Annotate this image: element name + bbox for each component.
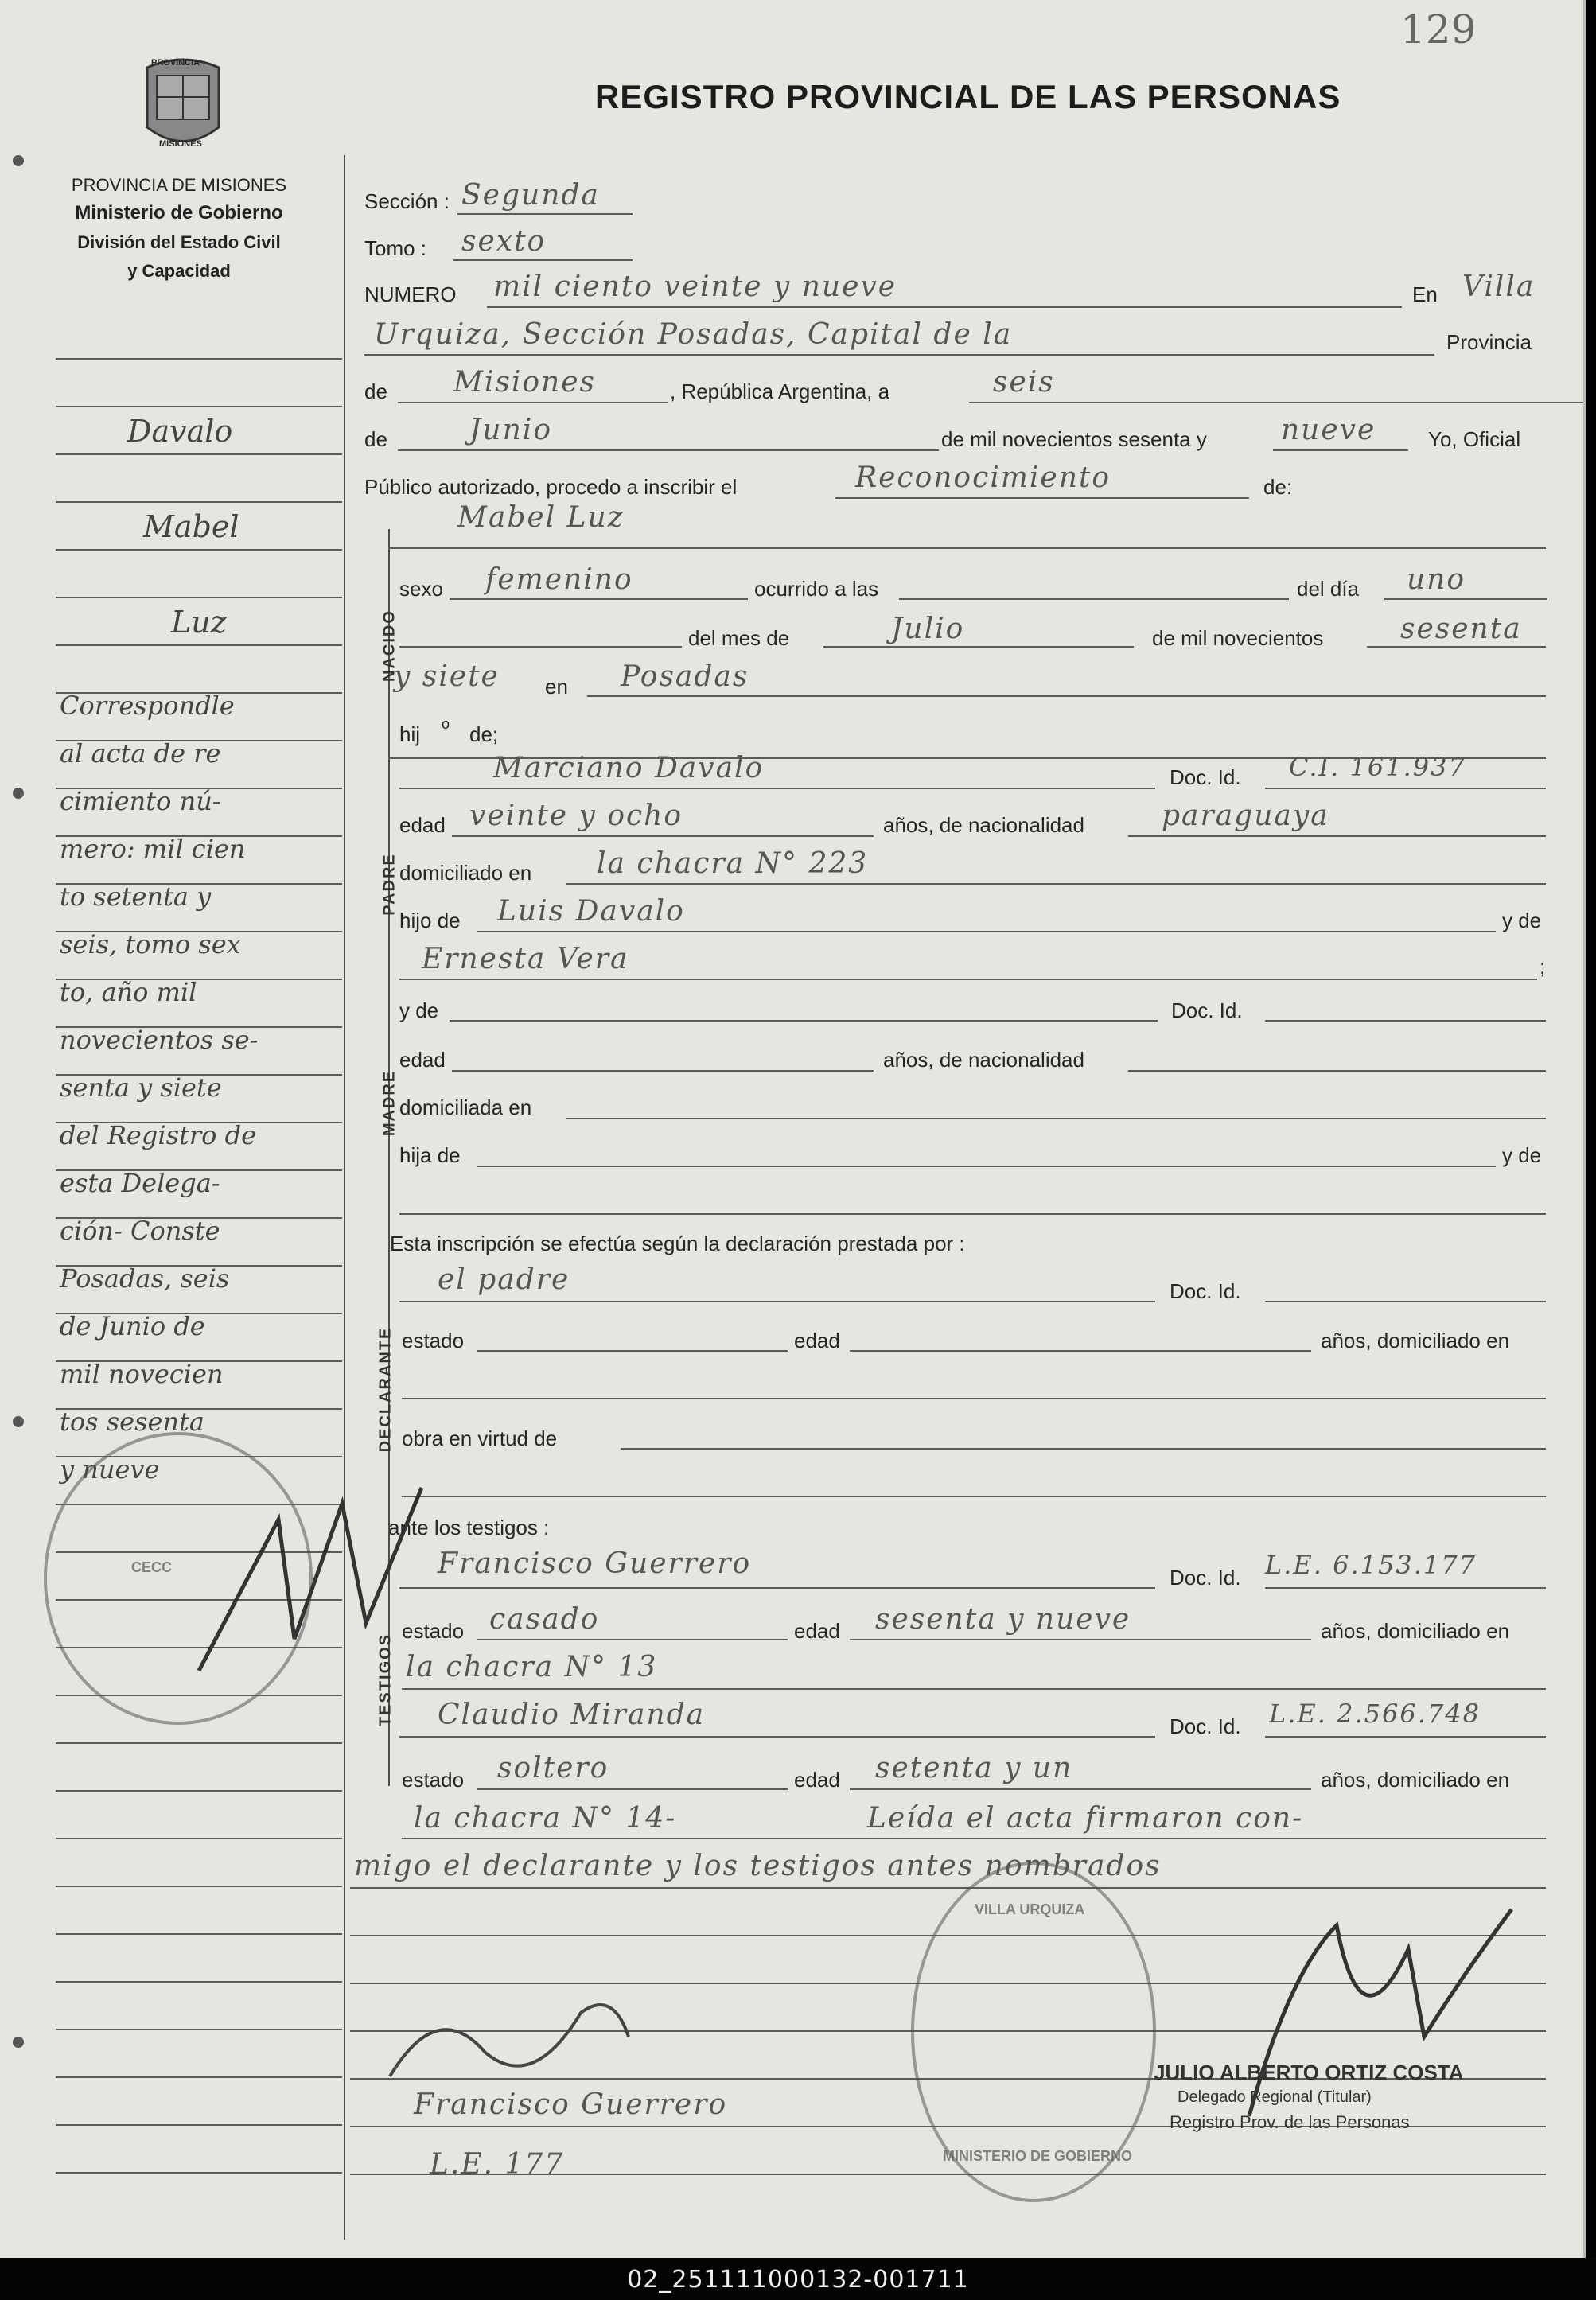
- anio-value-nac: sesenta: [1400, 613, 1522, 645]
- padre-madre-value: Ernesta Vera: [422, 943, 629, 975]
- rule: [402, 1688, 1546, 1690]
- madre-hija-label: hija de: [399, 1143, 461, 1167]
- left-signature-icon: [183, 1472, 446, 1710]
- dia-value: seis: [993, 366, 1055, 399]
- rule: [477, 1350, 788, 1352]
- margin-rule: [56, 1933, 342, 1935]
- oficial-label: Yo, Oficial: [1428, 427, 1521, 451]
- testigo1-doc-label: Doc. Id.: [1170, 1566, 1241, 1590]
- anio-value2-nac: y siete: [394, 660, 500, 693]
- rule: [450, 1020, 1158, 1022]
- sexo-value: femenino: [485, 563, 633, 596]
- seal-bottom-text: MISIONES: [159, 139, 202, 149]
- closing-line1: Leída el acta firmaron con-: [867, 1802, 1304, 1835]
- page-title: REGISTRO PROVINCIAL DE LAS PERSONAS: [595, 78, 1341, 115]
- testigo2-edad-value: setenta y un: [875, 1752, 1073, 1784]
- testigo1-estado-label: estado: [402, 1619, 465, 1643]
- rule: [1265, 1301, 1546, 1302]
- testigo2-doc-value: L.E. 2.566.748: [1269, 1699, 1481, 1729]
- rule: [477, 931, 1496, 932]
- anio-value: nueve: [1281, 414, 1376, 446]
- margin-rule: [56, 1886, 342, 1887]
- dia-value: uno: [1407, 563, 1466, 596]
- rule: [850, 1788, 1311, 1790]
- binder-hole: [13, 155, 24, 166]
- declarante-section-label: DECLARANTE: [376, 1326, 395, 1453]
- mes-value: Junio: [469, 414, 552, 446]
- madre-dom-label: domiciliada en: [399, 1096, 532, 1119]
- margin-note-line: cimiento nú-: [60, 786, 221, 816]
- margin-nombre1: Mabel: [143, 509, 239, 544]
- testigos-section-label: TESTIGOS: [376, 1633, 395, 1727]
- en-label-nac: en: [545, 675, 568, 699]
- rule: [1367, 646, 1546, 648]
- margin-rule: [56, 358, 342, 360]
- sexo-label: sexo: [399, 577, 443, 601]
- rule: [1265, 788, 1546, 789]
- madre-nac-label: años, de nacionalidad: [883, 1048, 1084, 1072]
- margin-note-line: y nueve: [60, 1454, 160, 1485]
- binder-hole: [13, 1416, 24, 1427]
- declarante-estado-label: estado: [402, 1329, 465, 1352]
- hijo-de-label: de;: [469, 722, 499, 746]
- madre-edad-label: edad: [399, 1048, 446, 1072]
- declarante-edad-label: edad: [794, 1329, 840, 1352]
- rule: [1265, 1020, 1546, 1022]
- seccion-value: Segunda: [461, 179, 600, 212]
- de2-label: de: [364, 427, 387, 451]
- declarante-doc-label: Doc. Id.: [1170, 1279, 1241, 1303]
- rule: [899, 598, 1289, 600]
- seccion-label: Sección :: [364, 189, 450, 213]
- official-name: JULIO ALBERTO ORTIZ COSTA: [1154, 2061, 1464, 2084]
- margin-note-line: de Junio de: [60, 1311, 205, 1341]
- declarante-intro: Esta inscripción se efectúa según la declaración prestada por :: [390, 1232, 965, 1255]
- left-stamp-text: CECC: [131, 1559, 173, 1575]
- official-office: Registro Prov. de las Personas: [1170, 2112, 1410, 2132]
- margin-divider: [344, 155, 345, 2240]
- padre-nombre: Marciano Davalo: [493, 752, 765, 784]
- republica-label: , República Argentina, a: [670, 379, 890, 403]
- rule: [399, 1301, 1155, 1302]
- rule: [399, 788, 1155, 789]
- numero-label: NUMERO: [364, 282, 457, 306]
- testigo2-anios-label: años, domiciliado en: [1321, 1768, 1510, 1792]
- rule: [621, 1448, 1546, 1450]
- rule: [477, 1788, 788, 1790]
- nacido-section-label: NACIDO: [380, 609, 399, 682]
- tomo-value: sexto: [461, 225, 547, 258]
- rule: [453, 259, 633, 261]
- padre-edad-label: edad: [399, 813, 446, 837]
- madre-y-de-label: y de: [399, 998, 439, 1022]
- padre-doc-value: C.I. 161.937: [1289, 752, 1466, 782]
- rule: [587, 695, 1546, 697]
- margin-note-line: senta y siete: [60, 1072, 222, 1103]
- testigo1-value: Francisco Guerrero: [438, 1547, 752, 1580]
- margin-rule: [56, 549, 342, 551]
- margin-rule: [56, 453, 342, 455]
- testigo2-estado-value: soltero: [497, 1752, 609, 1784]
- provincia-label: Provincia: [1446, 330, 1532, 354]
- testigos-intro: ante los testigos :: [388, 1516, 550, 1539]
- rule: [566, 1118, 1546, 1119]
- padre-hijo-de-value: Luis Davalo: [497, 895, 685, 928]
- seal-top-text: PROVINCIA: [151, 58, 200, 68]
- margin-rule: [56, 2076, 342, 2078]
- ocurrido-label: ocurrido a las: [754, 577, 879, 601]
- testigo1-dom-value: la chacra N° 13: [406, 1651, 658, 1683]
- margin-note-line: mero: mil cien: [60, 834, 246, 864]
- margin-rule: [56, 2172, 342, 2174]
- lugar-value: Posadas: [621, 660, 749, 693]
- testigo1-anios-label: años, domiciliado en: [1321, 1619, 1510, 1643]
- de-value: Misiones: [453, 366, 597, 399]
- margin-note-line: tos sesenta: [60, 1407, 204, 1437]
- margin-note-line: to setenta y: [60, 881, 212, 912]
- margin-rule: [56, 501, 342, 503]
- de3-label: de:: [1263, 475, 1293, 499]
- madre-doc-label: Doc. Id.: [1171, 998, 1243, 1022]
- mes-value: Julio: [891, 613, 965, 645]
- rule: [452, 835, 874, 837]
- margin-rule: [56, 644, 342, 646]
- rule: [457, 213, 633, 215]
- rule: [398, 449, 939, 451]
- rule: [566, 883, 1546, 885]
- margin-note-line: Correspondle: [60, 691, 235, 721]
- padre-nac-label: años, de nacionalidad: [883, 813, 1084, 837]
- rule: [399, 1213, 1546, 1215]
- padre-edad-value: veinte y ocho: [469, 800, 683, 832]
- rule: [1273, 449, 1408, 451]
- margin-note-line: Posadas, seis: [60, 1263, 230, 1294]
- margin-rule: [56, 597, 342, 598]
- binder-hole: [13, 788, 24, 799]
- testigo2-dom-value: la chacra N° 14-: [414, 1802, 677, 1835]
- right-stamp-bottom: MINISTERIO DE GOBIERNO: [943, 2148, 1133, 2164]
- nombre-value: Mabel Luz: [457, 501, 625, 534]
- division-line: División del Estado Civil: [77, 232, 281, 252]
- margin-rule: [56, 2029, 342, 2030]
- capacidad-line: y Capacidad: [127, 261, 231, 281]
- rule: [835, 497, 1249, 499]
- rule: [388, 547, 1546, 549]
- rule: [402, 1496, 1546, 1497]
- padre-dom-value: la chacra N° 223: [597, 847, 869, 880]
- margin-rule: [56, 1981, 342, 1983]
- closing-line2: migo el declarante y los testigos antes nombrados: [354, 1850, 1162, 1882]
- margin-note-line: del Registro de: [60, 1120, 257, 1150]
- rule: [850, 1350, 1311, 1352]
- anio-label-nac: de mil novecientos: [1152, 626, 1324, 650]
- rule: [399, 1736, 1155, 1738]
- margin-note-line: novecientos se-: [60, 1025, 259, 1055]
- padre-hijo-de-label: hijo de: [399, 909, 461, 932]
- mes-label: del mes de: [688, 626, 790, 650]
- rule: [477, 1639, 788, 1640]
- margin-note-line: seis, tomo sex: [60, 929, 241, 959]
- margin-rule: [56, 2124, 342, 2126]
- official-role: Delegado Regional (Titular): [1178, 2088, 1372, 2106]
- rule: [364, 354, 1434, 356]
- declarante-anios-label: años, domiciliado en: [1321, 1329, 1510, 1352]
- rule: [452, 1070, 874, 1072]
- rule: [450, 598, 748, 600]
- margin-rule: [56, 406, 342, 407]
- witness-doc-text: L.E. 177: [430, 2148, 565, 2181]
- rule: [1384, 598, 1547, 600]
- tomo-label: Tomo :: [364, 236, 427, 260]
- margin-nombre2: Luz: [171, 605, 227, 640]
- margin-rule: [56, 1790, 342, 1792]
- margin-note-line: to, año mil: [60, 977, 197, 1007]
- testigo1-edad-value: sesenta y nueve: [875, 1603, 1131, 1636]
- rule: [1128, 835, 1546, 837]
- del-dia-label: del día: [1297, 577, 1360, 601]
- rule: [399, 646, 682, 648]
- rule: [477, 1166, 1496, 1167]
- numero-value: mil ciento veinte y nueve: [493, 270, 897, 303]
- rule: [402, 1838, 1546, 1839]
- hijo-label: hij: [399, 722, 421, 746]
- right-signature-icon: [1241, 1878, 1528, 2148]
- testigo1-edad-label: edad: [794, 1619, 840, 1643]
- padre-doc-label: Doc. Id.: [1170, 765, 1241, 789]
- rule: [1265, 1587, 1546, 1589]
- margin-note-line: esta Delega-: [60, 1168, 220, 1198]
- en-value: Villa: [1462, 270, 1536, 303]
- rule: [487, 306, 1402, 308]
- rule: [850, 1639, 1311, 1640]
- rule: [399, 1587, 1155, 1589]
- declarante-obra-label: obra en virtud de: [402, 1426, 558, 1450]
- padre-dom-label: domiciliado en: [399, 861, 532, 885]
- margin-note-line: al acta de re: [60, 738, 221, 769]
- rule: [823, 646, 1134, 648]
- acto-value: Reconocimiento: [855, 461, 1111, 494]
- rule: [1128, 1070, 1546, 1072]
- margin-rule: [56, 1742, 342, 1744]
- testigo2-doc-label: Doc. Id.: [1170, 1714, 1241, 1738]
- madre-y-de2-label: y de: [1502, 1143, 1542, 1167]
- publico-label: Público autorizado, procedo a inscribir el: [364, 475, 738, 499]
- padre-nac-value: paraguaya: [1162, 800, 1329, 832]
- rule: [1265, 1736, 1546, 1738]
- de-label: de: [364, 379, 387, 403]
- margin-note-line: mil novecien: [60, 1359, 224, 1389]
- rule: [398, 402, 668, 403]
- margin-rule: [56, 1838, 342, 1839]
- declarante-value: el padre: [438, 1263, 570, 1296]
- rule: [399, 979, 1537, 980]
- testigo2-value: Claudio Miranda: [438, 1699, 706, 1731]
- padre-section-label: PADRE: [380, 853, 399, 916]
- testigo1-doc-value: L.E. 6.153.177: [1265, 1550, 1477, 1580]
- margin-apellido: Davalo: [127, 414, 233, 449]
- ministry-line: Ministerio de Gobierno: [75, 202, 283, 224]
- rule: [969, 402, 1586, 403]
- page-number: 129: [1400, 6, 1477, 53]
- rule: [402, 1398, 1546, 1399]
- right-stamp-top: VILLA URQUIZA: [975, 1901, 1085, 1917]
- line2-value: Urquiza, Sección Posadas, Capital de la: [374, 318, 1013, 351]
- padre-y-de-label: y de: [1502, 909, 1542, 932]
- province-line: PROVINCIA DE MISIONES: [71, 175, 287, 195]
- en-label: En: [1412, 282, 1438, 306]
- margin-note-line: ción- Conste: [60, 1216, 220, 1246]
- testigo1-estado-value: casado: [489, 1603, 600, 1636]
- hijo-o: o: [442, 716, 450, 732]
- testigo2-estado-label: estado: [402, 1768, 465, 1792]
- anio-label: de mil novecientos sesenta y: [941, 427, 1207, 451]
- witness-signature-text: Francisco Guerrero: [414, 2088, 728, 2121]
- footer-id: 02_251111000132-001711: [627, 2266, 969, 2294]
- binder-hole: [13, 2037, 24, 2048]
- testigo2-edad-label: edad: [794, 1768, 840, 1792]
- madre-section-label: MADRE: [380, 1069, 399, 1137]
- padre-semicolon: ;: [1540, 955, 1546, 979]
